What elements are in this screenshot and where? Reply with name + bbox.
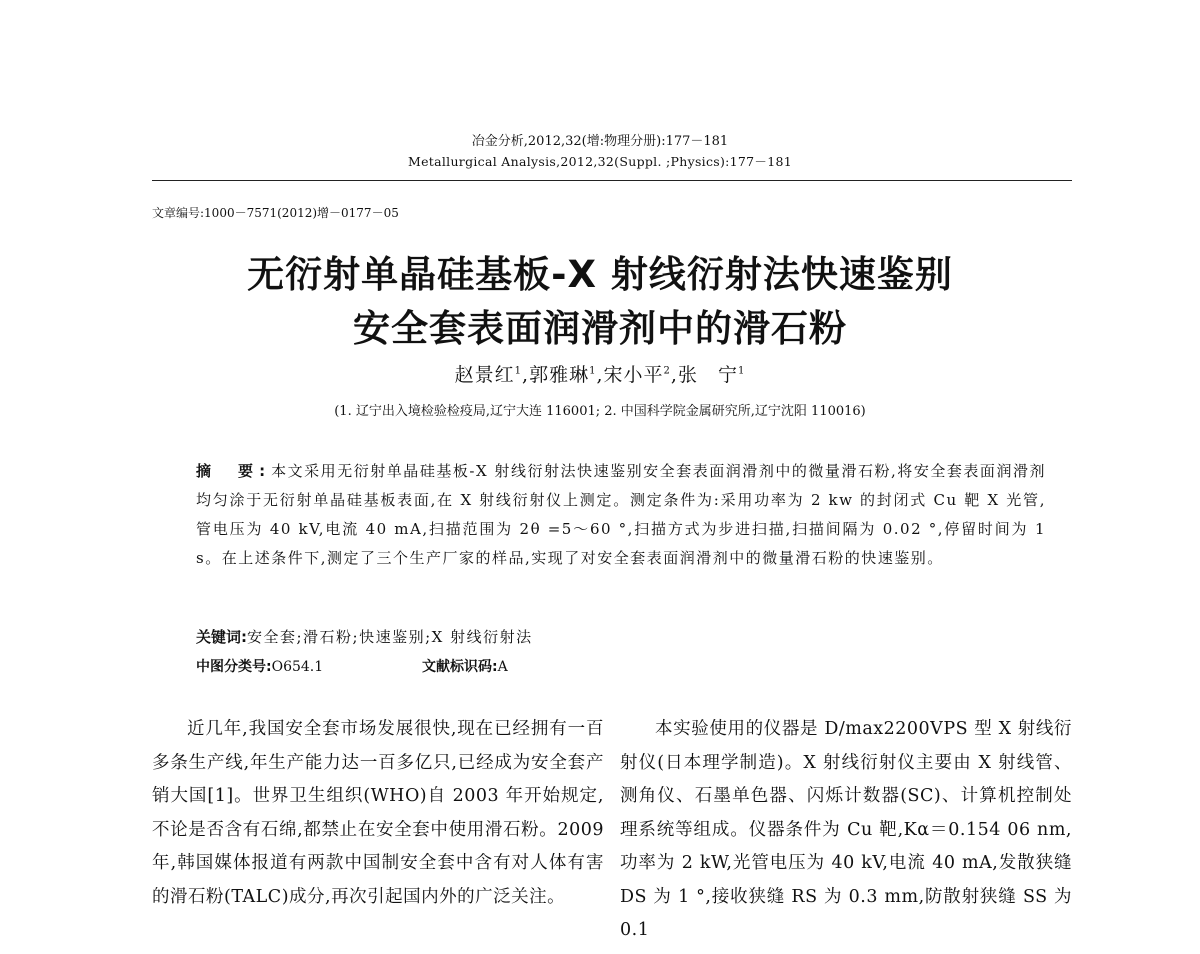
author-name: 赵景红 xyxy=(454,364,515,386)
classification-value: O654.1 xyxy=(271,659,324,675)
author-name: 张 宁 xyxy=(677,364,738,386)
classification-label: 中图分类号: xyxy=(196,659,272,675)
author-affiliation-mark: 1 xyxy=(737,365,746,377)
title-line-1: 无衍射单晶硅基板-X 射线衍射法快速鉴别 xyxy=(247,253,953,296)
document-code-label: 文献标识码: xyxy=(422,659,498,675)
journal-header-en: Metallurgical Analysis,2012,32(Suppl. ;Physics):177－181 xyxy=(407,154,792,169)
article-number: 文章编号:1000－7571(2012)增－0177－05 xyxy=(152,206,399,220)
classification-number xyxy=(196,656,323,676)
author-affiliation-mark: 1 xyxy=(589,365,597,377)
author-name: 宋小平 xyxy=(603,364,664,386)
keywords xyxy=(196,626,533,647)
journal-header-cn: 冶金分析,2012,32(增:物理分册):177－181 xyxy=(471,134,729,149)
abstract xyxy=(196,457,1046,573)
body-paragraph: 近几年,我国安全套市场发展很快,现在已经拥有一百多条生产线,年生产能力达一百多亿只,已经成为安全套产销大国[1]。世界卫生组织(WHO)自 2003 年开始规定,不论是否含有石绵,都禁止在安全套中使用滑石粉。2009 年,韩国媒体报道有两款中国制安全套中含有对人体有害的滑石粉(TALC)成分,再次引起国内外的广泛关注。 xyxy=(152,719,604,907)
abstract-text: 本文采用无衍射单晶硅基板-X 射线衍射法快速鉴别安全套表面润滑剂中的微量滑石粉,将安全套表面润滑剂均匀涂于无衍射单晶硅基板表面,在 X 射线衍射仪上测定。测定条件为:采用功率为 2 kw 的封闭式 Cu 靶 X 光管,管电压为 40 kV,电流 40 mA,扫描范围为 2θ =5～60 °,扫描方式为步进扫描,扫描间隔为 0.02 °,停留时间为 1 s。在上述条件下,测定了三个生产厂家的样品,实现了对安全套表面润滑剂中的微量滑石粉的快速鉴别。 xyxy=(196,462,1046,567)
author-affiliation-mark: 2 xyxy=(663,365,671,377)
affiliations: (1. 辽宁出入境检验检疫局,辽宁大连 116001; 2. 中国科学院金属研究所,辽宁沈阳 110016) xyxy=(334,404,866,419)
keywords-text: 安全套;滑石粉;快速鉴别;X 射线衍射法 xyxy=(247,628,533,646)
document-code-value: A xyxy=(497,659,508,675)
title-line-2: 安全套表面润滑剂中的滑石粉 xyxy=(353,307,847,350)
keywords-label: 关键词: xyxy=(196,628,247,646)
abstract-label: 摘 要: xyxy=(196,462,272,480)
body-paragraph: 本实验使用的仪器是 D/max2200VPS 型 X 射线衍射仪(日本理学制造)。X 射线衍射仪主要由 X 射线管、测角仪、石墨单色器、闪烁计数器(SC)、计算机控制处理系统等组成。仪器条件为 Cu 靶,Kα＝0.154 06 nm,功率为 2 kW,光管电压为 40 kV,电流 40 mA,发散狭缝 DS 为 1 °,接收狭缝 RS 为 0.3 mm,防散射狭缝 SS 为 0.1 xyxy=(620,719,1072,940)
document-code xyxy=(422,656,508,676)
body-right-column xyxy=(620,713,1072,954)
author-name: 郭雅琳 xyxy=(529,364,590,386)
author-list: 赵景红$^1$,郭雅琳$^1$,宋小平$^2$,张 宁$^1$ xyxy=(454,364,746,386)
header-rule xyxy=(152,180,1072,181)
body-left-column xyxy=(152,713,604,954)
author-affiliation-mark: 1 xyxy=(514,365,523,377)
